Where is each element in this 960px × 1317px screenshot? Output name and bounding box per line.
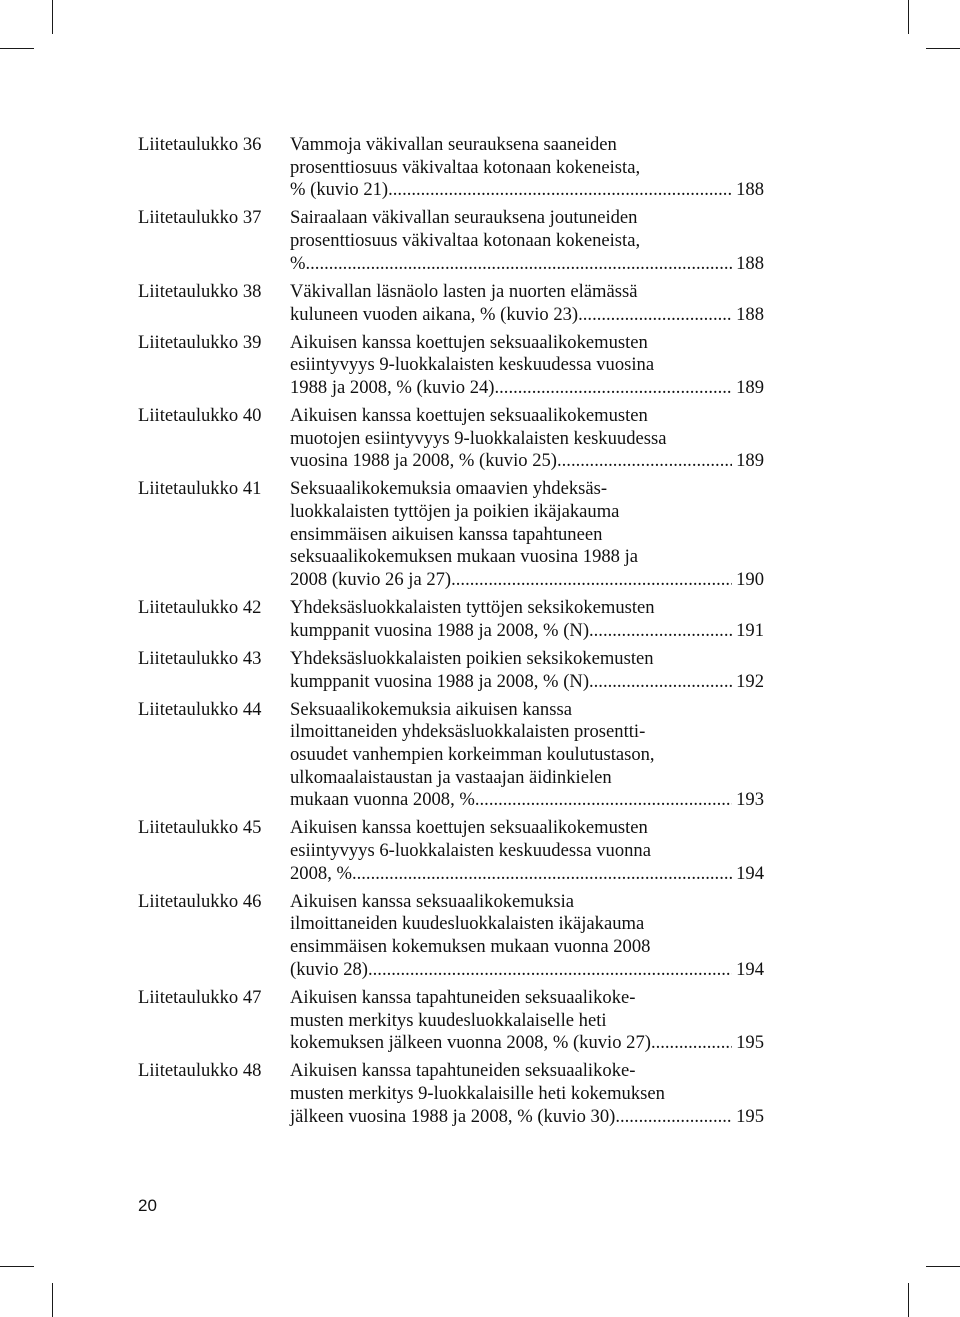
dot-leader <box>393 179 732 202</box>
toc-entry[interactable] <box>138 134 764 202</box>
dot-leader <box>594 620 732 643</box>
dot-leader <box>373 959 732 982</box>
dot-leader <box>357 863 732 886</box>
toc-entry-page: 194 <box>736 958 764 980</box>
toc-entry-label: Liitetaulukko 48 <box>138 1060 262 1082</box>
dot-leader <box>562 450 732 473</box>
toc-entry-title-line: kumppanit vuosina 1988 ja 2008, % (N). <box>290 619 594 641</box>
crop-mark <box>0 1266 34 1267</box>
toc-entry[interactable] <box>138 891 764 982</box>
toc-entry-title <box>290 699 764 813</box>
crop-mark <box>926 1266 960 1267</box>
toc-entry-title-line: %. <box>290 252 311 274</box>
toc-entry-page: 195 <box>736 1032 764 1054</box>
toc-entry-title-line: esiintyvyys 9-luokkalaisten keskuudessa vuosina <box>290 354 655 376</box>
toc-entry-title <box>290 207 764 275</box>
toc-entry-title <box>290 281 764 326</box>
toc-entry-label: Liitetaulukko 42 <box>138 597 262 619</box>
toc-entry-last-line <box>290 304 764 327</box>
toc-entry-title-line: ilmoittaneiden kuudesluokkalaisten ikäjakauma <box>290 913 645 935</box>
toc-entry-last-line <box>290 253 764 276</box>
toc-entry-title-line: ulkomaalaistaustan ja vastaajan äidinkielen <box>290 766 612 788</box>
toc-entry[interactable] <box>138 648 764 693</box>
dot-leader <box>456 569 732 592</box>
toc-entry-title-line: Aikuisen kanssa tapahtuneiden seksuaalikoke- <box>290 986 636 1008</box>
dot-leader <box>620 1106 732 1129</box>
toc-entry-title-line: % (kuvio 21). <box>290 179 393 201</box>
toc-entry-title-line: prosenttiosuus väkivaltaa kotonaan kokeneista, <box>290 230 641 252</box>
toc-entry-title-line: 1988 ja 2008, % (kuvio 24). <box>290 376 500 398</box>
toc-entry-title-line: musten merkitys kuudesluokkalaiselle heti <box>290 1009 607 1031</box>
toc-entry-title-line: Aikuisen kanssa seksuaalikokemuksia <box>290 890 575 912</box>
toc-entry-title <box>290 332 764 400</box>
toc-entry-title-line: kumppanit vuosina 1988 ja 2008, % (N). <box>290 670 594 692</box>
toc-entry-title-line: Sairaalaan väkivallan seurauksena joutuneiden <box>290 207 638 229</box>
toc-entry[interactable] <box>138 817 764 885</box>
toc-entry-title-line: luokkalaisten tyttöjen ja poikien ikäjakauma <box>290 501 620 523</box>
toc-entry-title-line: seksuaalikokemuksen mukaan vuosina 1988 ja <box>290 546 639 568</box>
toc-entry-page: 192 <box>736 670 764 692</box>
crop-mark <box>926 48 960 49</box>
toc-entry-title-line: Aikuisen kanssa koettujen seksuaalikokemusten <box>290 817 648 839</box>
toc-entry-page: 188 <box>736 252 764 274</box>
toc-entry-title-line: kokemuksen jälkeen vuonna 2008, % (kuvio 27). <box>290 1032 656 1054</box>
toc-entry-label: Liitetaulukko 37 <box>138 207 262 229</box>
toc-entry-title-line: musten merkitys 9-luokkalaisille heti kokemuksen <box>290 1082 665 1104</box>
toc-entry-last-line <box>290 671 764 694</box>
toc-entry-title-line: (kuvio 28). <box>290 958 373 980</box>
toc-entry-label: Liitetaulukko 38 <box>138 280 262 302</box>
toc-entry-title-line: jälkeen vuosina 1988 ja 2008, % (kuvio 30). <box>290 1105 620 1127</box>
toc-entry-page: 191 <box>736 619 764 641</box>
toc-entry-page: 195 <box>736 1105 764 1127</box>
toc-entry-page: 189 <box>736 376 764 398</box>
toc-entry-title-line: Aikuisen kanssa koettujen seksuaalikokemusten <box>290 404 648 426</box>
toc-entry-page: 188 <box>736 303 764 325</box>
toc-entry[interactable] <box>138 987 764 1055</box>
toc-entry-label: Liitetaulukko 44 <box>138 698 262 720</box>
toc-entry-title-line: Seksuaalikokemuksia aikuisen kanssa <box>290 698 572 720</box>
table-of-contents <box>138 134 764 1134</box>
toc-entry-page: 188 <box>736 179 764 201</box>
toc-entry-page: 189 <box>736 450 764 472</box>
toc-entry-title <box>290 405 764 473</box>
toc-entry-last-line <box>290 450 764 473</box>
toc-entry-title-line: esiintyvyys 6-luokkalaisten keskuudessa vuonna <box>290 840 651 862</box>
toc-entry-label: Liitetaulukko 36 <box>138 134 262 155</box>
toc-entry-title-line: prosenttiosuus väkivaltaa kotonaan kokeneista, <box>290 156 641 178</box>
toc-entry[interactable] <box>138 281 764 326</box>
toc-entry-title <box>290 1060 764 1128</box>
toc-entry-title-line: Yhdeksäsluokkalaisten poikien seksikokemusten <box>290 647 654 669</box>
toc-entry-label: Liitetaulukko 43 <box>138 647 262 669</box>
toc-entry[interactable] <box>138 207 764 275</box>
toc-entry-title-line: Yhdeksäsluokkalaisten tyttöjen seksikokemusten <box>290 597 655 619</box>
toc-entry-title-line: Seksuaalikokemuksia omaavien yhdeksäs- <box>290 478 608 500</box>
toc-entry-title-line: Aikuisen kanssa koettujen seksuaalikokemusten <box>290 331 648 353</box>
toc-entry-title-line: kuluneen vuoden aikana, % (kuvio 23). <box>290 303 583 325</box>
toc-entry-title-line: muotojen esiintyvyys 9-luokkalaisten keskuudessa <box>290 427 667 449</box>
toc-entry-last-line <box>290 620 764 643</box>
toc-entry-title-line: mukaan vuonna 2008, %. <box>290 789 480 811</box>
toc-entry-title <box>290 817 764 885</box>
toc-entry-title-line: Aikuisen kanssa tapahtuneiden seksuaalikoke- <box>290 1060 636 1082</box>
toc-entry-label: Liitetaulukko 45 <box>138 817 262 839</box>
toc-entry-title <box>290 134 764 202</box>
toc-entry[interactable] <box>138 332 764 400</box>
crop-mark <box>0 48 34 49</box>
toc-entry[interactable] <box>138 699 764 813</box>
crop-mark <box>52 0 53 34</box>
toc-entry[interactable] <box>138 1060 764 1128</box>
toc-entry-last-line <box>290 863 764 886</box>
dot-leader <box>656 1032 733 1055</box>
dot-leader <box>310 253 732 276</box>
toc-entry-title-line: ilmoittaneiden yhdeksäsluokkalaisten prosentti- <box>290 721 646 743</box>
toc-entry-title-line: Väkivallan läsnäolo lasten ja nuorten elämässä <box>290 280 638 302</box>
toc-entry-last-line <box>290 959 764 982</box>
toc-entry-label: Liitetaulukko 39 <box>138 331 262 353</box>
toc-entry-last-line <box>290 789 764 812</box>
toc-entry-title-line: ensimmäisen kokemuksen mukaan vuonna 2008 <box>290 936 651 958</box>
toc-entry[interactable] <box>138 405 764 473</box>
toc-entry-last-line <box>290 1106 764 1129</box>
toc-entry-title <box>290 987 764 1055</box>
toc-entry-title <box>290 648 764 693</box>
toc-entry-title-line: vuosina 1988 ja 2008, % (kuvio 25). <box>290 450 562 472</box>
toc-entry-title-line: 2008 (kuvio 26 ja 27). <box>290 569 456 591</box>
toc-entry[interactable] <box>138 478 764 592</box>
dot-leader <box>499 377 732 400</box>
toc-entry-page: 190 <box>736 569 764 591</box>
dot-leader <box>583 304 732 327</box>
toc-entry-last-line <box>290 1032 764 1055</box>
toc-entry-last-line <box>290 569 764 592</box>
toc-entry-title <box>290 597 764 642</box>
toc-entry-last-line <box>290 179 764 202</box>
toc-entry-title <box>290 891 764 982</box>
toc-entry-label: Liitetaulukko 46 <box>138 890 262 912</box>
page-number: 20 <box>138 1196 157 1215</box>
toc-entry-label: Liitetaulukko 47 <box>138 986 262 1008</box>
toc-entry-last-line <box>290 377 764 400</box>
dot-leader <box>480 789 733 812</box>
toc-entry-title-line: Vammoja väkivallan seurauksena saaneiden <box>290 134 617 155</box>
toc-entry-page: 194 <box>736 862 764 884</box>
crop-mark <box>908 1283 909 1317</box>
crop-mark <box>52 1283 53 1317</box>
dot-leader <box>594 671 732 694</box>
toc-entry-label: Liitetaulukko 41 <box>138 478 262 500</box>
toc-entry[interactable] <box>138 597 764 642</box>
toc-entry-label: Liitetaulukko 40 <box>138 404 262 426</box>
crop-mark <box>908 0 909 34</box>
toc-entry-page: 193 <box>736 789 764 811</box>
toc-entry-title <box>290 478 764 592</box>
toc-entry-title-line: 2008, %. <box>290 862 357 884</box>
toc-entry-title-line: osuudet vanhempien korkeimman koulutustason, <box>290 743 655 765</box>
toc-entry-title-line: ensimmäisen aikuisen kanssa tapahtuneen <box>290 523 603 545</box>
